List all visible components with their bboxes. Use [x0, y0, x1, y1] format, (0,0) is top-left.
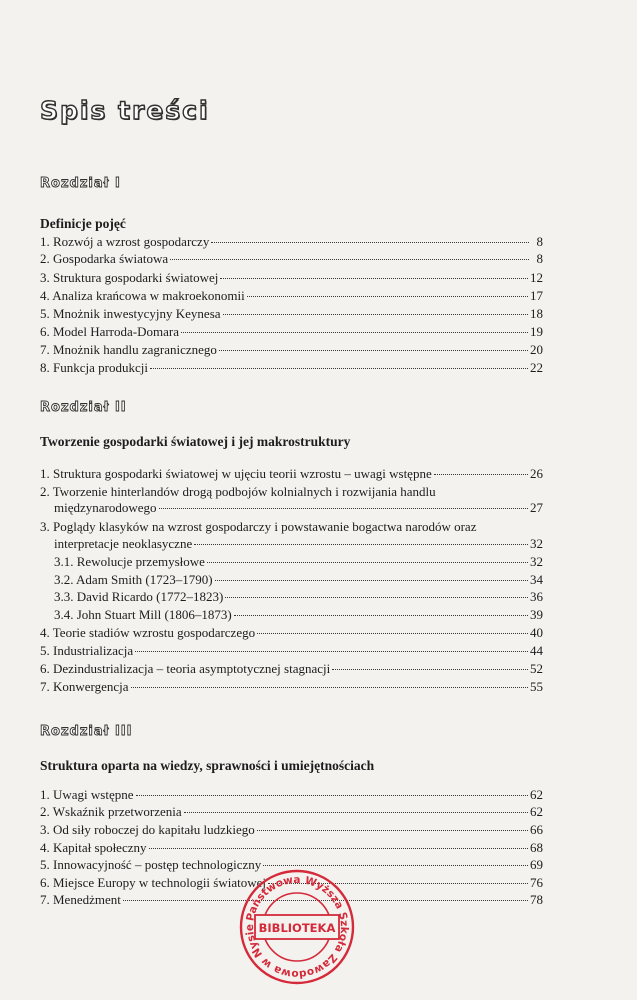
toc-page-number: 22 — [530, 360, 543, 375]
toc-entry-text: 3. Struktura gospodarki światowej — [40, 270, 219, 285]
toc-entry[interactable] — [54, 500, 543, 516]
dot-leader — [135, 651, 528, 652]
toc-entry-text: 5. Mnożnik inwestycyjny Keynesa — [40, 306, 221, 321]
toc-page-number: 8 — [536, 251, 543, 266]
toc-entry-text: 6. Dezindustrializacja – teoria asymptotycznej stagnacji — [40, 661, 331, 676]
toc-page-number: 36 — [530, 589, 543, 604]
toc-page-number: 62 — [530, 787, 543, 802]
page-title: Spis treści — [40, 96, 210, 125]
toc-entry-text: 3.2. Adam Smith (1723–1790) — [54, 572, 213, 587]
toc-entry[interactable] — [40, 804, 543, 820]
toc-entry[interactable] — [54, 536, 543, 552]
toc-entry-text: 6. Model Harroda-Domara — [40, 324, 179, 339]
toc-entry-line1[interactable]: 2. Tworzenie hinterlandów drogą podbojów kolnialnych i rozwijania handlu — [40, 484, 436, 499]
dot-leader — [220, 278, 528, 279]
toc-entry[interactable] — [40, 643, 543, 659]
chapter-2-label: Rozdział II — [40, 400, 127, 415]
toc-entry-text: 5. Industrializacja — [40, 643, 134, 658]
dot-leader — [225, 597, 528, 598]
toc-page-number: 34 — [530, 572, 543, 587]
toc-entry[interactable] — [40, 306, 543, 322]
toc-entry-line1[interactable]: 3. Poglądy klasyków na wzrost gospodarczy i powstawanie bogactwa narodów oraz — [40, 519, 477, 534]
toc-entry[interactable] — [40, 270, 543, 286]
toc-entry[interactable] — [40, 360, 543, 376]
dot-leader — [263, 865, 528, 866]
toc-page-number: 8 — [536, 234, 543, 249]
toc-entry[interactable] — [40, 288, 543, 304]
dot-leader — [247, 296, 528, 297]
toc-entry-text: 4. Teorie stadiów wzrostu gospodarczego — [40, 625, 256, 640]
toc-entry-text: 8. Funkcja produkcji — [40, 360, 148, 375]
dot-leader — [149, 848, 529, 849]
toc-entry-text: 1. Rozwój a wzrost gospodarczy — [40, 234, 210, 249]
dot-leader — [257, 633, 528, 634]
toc-page-number: 66 — [530, 822, 543, 837]
dot-leader — [211, 242, 529, 243]
chapter-3-label: Rozdział III — [40, 724, 133, 739]
toc-entry-text: 3.3. David Ricardo (1772–1823) — [54, 589, 224, 604]
dot-leader — [434, 474, 528, 475]
toc-entry[interactable] — [40, 661, 543, 677]
toc-entry[interactable] — [40, 324, 543, 340]
toc-page-number: 32 — [530, 536, 543, 551]
toc-entry[interactable] — [40, 822, 543, 838]
dot-leader — [332, 669, 528, 670]
toc-entry[interactable] — [40, 466, 543, 482]
chapter-1-label: Rozdział I — [40, 176, 121, 191]
toc-entry[interactable] — [40, 787, 543, 803]
toc-page-number: 19 — [530, 324, 543, 339]
toc-entry[interactable] — [40, 679, 543, 695]
stamp-center-text: BIBLIOTEKA — [258, 921, 336, 935]
toc-page-number: 62 — [530, 804, 543, 819]
dot-leader — [234, 615, 528, 616]
toc-page-number: 20 — [530, 342, 543, 357]
dot-leader — [194, 544, 528, 545]
dot-leader — [159, 508, 528, 509]
toc-page-number: 68 — [530, 840, 543, 855]
dot-leader — [170, 259, 529, 260]
toc-entry[interactable] — [40, 251, 543, 267]
toc-page-number: 44 — [530, 643, 543, 658]
toc-entry[interactable] — [54, 554, 543, 570]
toc-page-number: 40 — [530, 625, 543, 640]
toc-page-number: 55 — [530, 679, 543, 694]
toc-page-number: 26 — [530, 466, 543, 481]
dot-leader — [150, 368, 528, 369]
toc-entry-text: 4. Analiza krańcowa w makroekonomii — [40, 288, 245, 303]
toc-entry-text: 7. Konwergencja — [40, 679, 129, 694]
chapter-1-heading: Definicje pojęć — [40, 216, 126, 231]
toc-entry[interactable] — [40, 234, 543, 250]
toc-entry[interactable] — [54, 572, 543, 588]
toc-page-number: 18 — [530, 306, 543, 321]
toc-page-number: 76 — [530, 875, 543, 890]
toc-entry-text: 1. Uwagi wstępne — [40, 787, 134, 802]
toc-page-number: 69 — [530, 857, 543, 872]
toc-entry-text: interpretacje neoklasyczne — [54, 536, 193, 551]
toc-entry-text: 3.1. Rewolucje przemysłowe — [54, 554, 205, 569]
toc-page-number: 27 — [530, 500, 543, 515]
dot-leader — [181, 332, 528, 333]
toc-entry-text: 6. Miejsce Europy w technologii światowej — [40, 875, 267, 890]
chapter-3-heading: Struktura oparta na wiedzy, sprawności i umiejętnościach — [40, 758, 375, 773]
dot-leader — [136, 795, 528, 796]
dot-leader — [219, 350, 528, 351]
toc-entry-text: 7. Menedżment — [40, 892, 121, 907]
toc-entry-text: 7. Mnożnik handlu zagranicznego — [40, 342, 217, 357]
toc-entry-text: 2. Gospodarka światowa — [40, 251, 169, 266]
toc-entry-text: 5. Innowacyjność – postęp technologiczny — [40, 857, 262, 872]
toc-page-number: 78 — [530, 892, 543, 907]
stamp-ring-text: Państwowa Wyższa Szkoła Zawodowa w Nysie — [243, 873, 351, 981]
dot-leader — [184, 812, 528, 813]
toc-entry-text: 3.4. John Stuart Mill (1806–1873) — [54, 607, 232, 622]
toc-entry-text: 4. Kapitał społeczny — [40, 840, 147, 855]
dot-leader — [131, 687, 528, 688]
toc-page-number: 39 — [530, 607, 543, 622]
toc-entry-text: 1. Struktura gospodarki światowej w ujęciu teorii wzrostu – uwagi wstępne — [40, 466, 432, 481]
chapter-2-heading: Tworzenie gospodarki światowej i jej makrostruktury — [40, 434, 351, 449]
stamp-graphic — [238, 868, 356, 986]
dot-leader — [207, 562, 528, 563]
toc-page-number: 12 — [530, 270, 543, 285]
toc-page-number: 17 — [530, 288, 543, 303]
dot-leader — [257, 830, 528, 831]
toc-page-number: 52 — [530, 661, 543, 676]
toc-entry[interactable] — [54, 607, 543, 623]
dot-leader — [223, 314, 528, 315]
toc-entry[interactable] — [40, 625, 543, 641]
toc-page-number: 32 — [530, 554, 543, 569]
dot-leader — [215, 580, 528, 581]
toc-entry-text: 2. Wskaźnik przetworzenia — [40, 804, 182, 819]
toc-entry[interactable] — [54, 589, 543, 605]
library-stamp — [238, 868, 356, 986]
toc-entry[interactable] — [40, 342, 543, 358]
toc-entry-text: międzynarodowego — [54, 500, 157, 515]
toc-entry[interactable] — [40, 840, 543, 856]
toc-entry-text: 3. Od siły roboczej do kapitału ludzkiego — [40, 822, 255, 837]
